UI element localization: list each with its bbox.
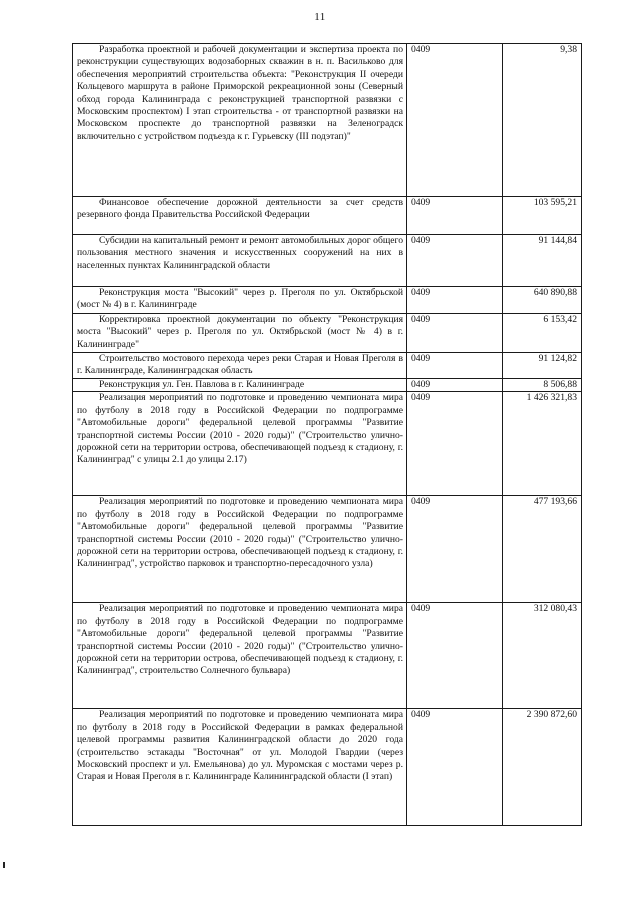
row-description: Корректировка проектной документации по объекту "Реконструкция моста "Высокий" через р. Преголя по ул. Октябрьской (мост № 4) в г. Калининграде": [77, 314, 403, 350]
row-amount: 6 153,42: [503, 314, 582, 353]
row-description-cell: [73, 197, 407, 235]
row-amount: 2 390 872,60: [503, 709, 582, 826]
row-code: 0409: [407, 197, 503, 235]
table-row: [73, 603, 582, 709]
row-amount: 312 080,43: [503, 603, 582, 709]
row-amount: 91 144,84: [503, 235, 582, 287]
row-code: 0409: [407, 603, 503, 709]
row-code: 0409: [407, 314, 503, 353]
row-amount: 477 193,66: [503, 496, 582, 603]
row-description-cell: [73, 287, 407, 314]
row-description: Финансовое обеспечение дорожной деятельности за счет средств резервного фонда Правительства Российской Федерации: [77, 197, 403, 221]
table-row: [73, 496, 582, 603]
row-code: 0409: [407, 287, 503, 314]
row-code: 0409: [407, 44, 503, 197]
row-amount: 9,38: [503, 44, 582, 197]
row-description-cell: [73, 496, 407, 603]
scan-artifact: [3, 862, 5, 868]
row-code: 0409: [407, 353, 503, 379]
row-description: Субсидии на капитальный ремонт и ремонт автомобильных дорог общего пользования местного значения и искусственных сооружений на них в населенных пунктах Калининградской области: [77, 235, 403, 271]
table-row: [73, 353, 582, 379]
row-description-cell: [73, 314, 407, 353]
row-description: Реализация мероприятий по подготовке и проведению чемпионата мира по футболу в 2018 году в Российской Федерации по подпрограмме "Автомобильные дороги" федеральной целевой программы "Развитие транспортной системы России (2010 - 2020 годы)" ("Строительство улично-дорожной сети на территории острова, обеспечивающей подъезд к стадиону, г. Калининград", устройство парковок и транспортно-пересадочного узла): [77, 496, 403, 570]
row-description-cell: [73, 353, 407, 379]
table-row: [73, 709, 582, 826]
table-row: [73, 44, 582, 197]
table-row: [73, 287, 582, 314]
table-row: [73, 379, 582, 392]
row-description: Реализация мероприятий по подготовке и проведению чемпионата мира по футболу в 2018 году в Российской Федерации в рамках федеральной целевой программы развития Калининградской области до 2020 года (строительство эстакады "Восточная" от ул. Молодой Гвардии (через Московский проспект и ул. Емельянова) до ул. Муромская с мостами через р. Старая и Новая Преголя в г. Калининграде Калининградской области (I этап): [77, 709, 403, 783]
row-amount: 1 426 321,83: [503, 392, 582, 496]
row-description-cell: [73, 709, 407, 826]
row-description-cell: [73, 379, 407, 392]
row-code: 0409: [407, 379, 503, 392]
row-code: 0409: [407, 235, 503, 287]
row-amount: 8 506,88: [503, 379, 582, 392]
row-description: Строительство мостового перехода через реки Старая и Новая Преголя в г. Калининграде, Калининградская область: [77, 353, 403, 377]
row-code: 0409: [407, 392, 503, 496]
row-description: Реализация мероприятий по подготовке и проведению чемпионата мира по футболу в 2018 году в Российской Федерации по подпрограмме "Автомобильные дороги" федеральной целевой программы "Развитие транспортной системы России (2010 - 2020 годы)" ("Строительство улично-дорожной сети на территории острова, обеспечивающей подъезд к стадиону, г. Калининград" с улицы 2.1 до улицы 2.17): [77, 392, 403, 466]
row-amount: 103 595,21: [503, 197, 582, 235]
row-description-cell: [73, 603, 407, 709]
table-row: [73, 392, 582, 496]
row-amount: 91 124,82: [503, 353, 582, 379]
row-amount: 640 890,88: [503, 287, 582, 314]
table-row: [73, 235, 582, 287]
row-description: Реконструкция моста "Высокий" через р. Преголя по ул. Октябрьской (мост № 4) в г. Калининграде: [77, 287, 403, 311]
row-code: 0409: [407, 709, 503, 826]
row-description-cell: [73, 392, 407, 496]
row-description-cell: [73, 235, 407, 287]
row-code: 0409: [407, 496, 503, 603]
table-row: [73, 197, 582, 235]
budget-table: [72, 43, 582, 826]
table-row: [73, 314, 582, 353]
page-number: 11: [314, 11, 326, 23]
row-description: Реализация мероприятий по подготовке и проведению чемпионата мира по футболу в 2018 году в Российской Федерации по подпрограмме "Автомобильные дороги" федеральной целевой программы "Развитие транспортной системы России (2010 - 2020 годы)" ("Строительство улично-дорожной сети на территории острова, обеспечивающей подъезд к стадиону, г. Калининград", строительство Солнечного бульвара): [77, 603, 403, 677]
row-description-cell: [73, 44, 407, 197]
row-description: Разработка проектной и рабочей документации и экспертиза проекта по реконструкции существующих водозаборных скважин в н. п. Васильково для обеспечения мероприятий строительства объекта: "Реконструкция II очереди Кольцевого маршрута в районе Приморской рекреационной зоны (Северный обход города Калининграда с реконструкцией транспортной развязки с Московским проспектом) I этап строительства - от транспортной развязки на Московском проспекте до транспортной развязки на Зеленоградск включительно с устройством подъезда к г. Гурьевску (III подэтап)": [77, 44, 403, 142]
row-description: Реконструкция ул. Ген. Павлова в г. Калининграде: [99, 379, 305, 390]
